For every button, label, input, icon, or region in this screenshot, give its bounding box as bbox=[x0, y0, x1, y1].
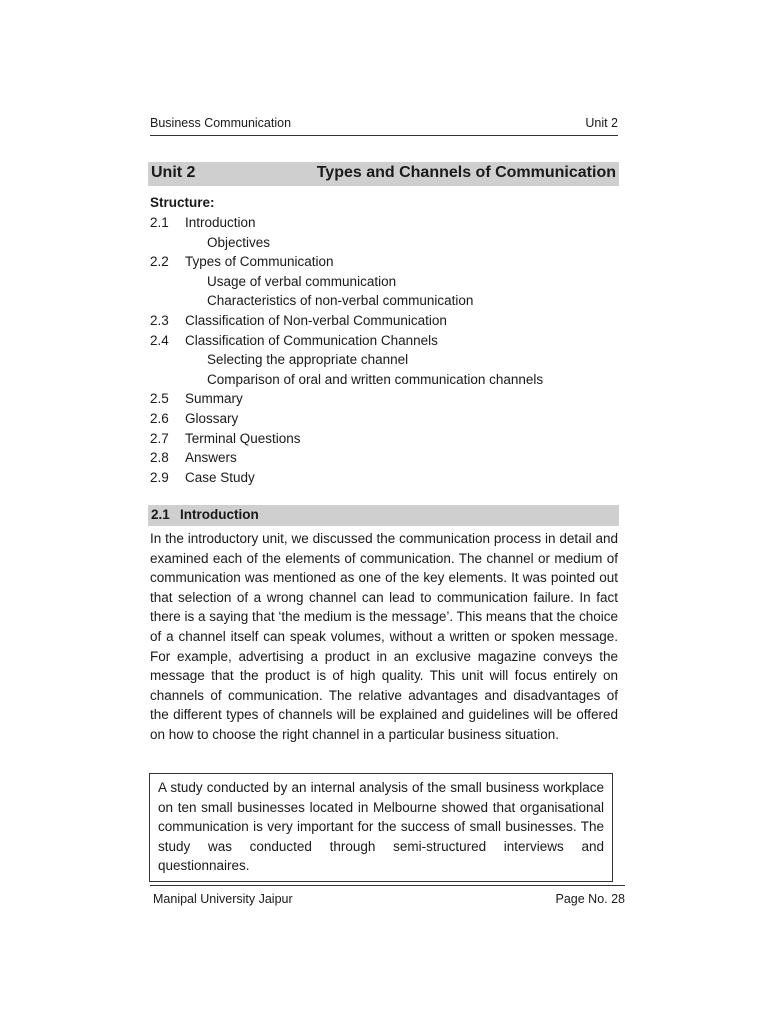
structure-item bbox=[150, 448, 620, 468]
footer-page-number: Page No. 28 bbox=[555, 892, 625, 906]
structure-item bbox=[150, 311, 620, 331]
structure-item-number: 2.4 bbox=[150, 332, 169, 348]
structure-list bbox=[150, 213, 620, 487]
structure-item-number: 2.2 bbox=[150, 254, 169, 270]
running-header bbox=[150, 116, 618, 136]
structure-item-number: 2.8 bbox=[150, 450, 169, 466]
section-title: Introduction bbox=[180, 507, 259, 522]
structure-item bbox=[150, 429, 620, 449]
structure-item-number: 2.7 bbox=[150, 430, 169, 446]
unit-title-bar bbox=[148, 162, 619, 186]
structure-subitem bbox=[150, 291, 620, 311]
structure-item bbox=[150, 409, 620, 429]
structure-item-number: 2.6 bbox=[150, 410, 169, 426]
structure-subitem bbox=[150, 370, 620, 390]
structure-item-label: Answers bbox=[185, 450, 237, 466]
structure-item-label: Case Study bbox=[185, 469, 255, 485]
structure-item bbox=[150, 468, 620, 488]
structure-item-label: Types of Communication bbox=[185, 254, 334, 270]
footer-university: Manipal University Jaipur bbox=[153, 892, 293, 906]
structure-item-number: 2.3 bbox=[150, 312, 169, 328]
structure-item-label: Summary bbox=[185, 391, 243, 407]
section-heading-bar bbox=[148, 505, 619, 526]
structure-item-label: Classification of Communication Channels bbox=[185, 332, 438, 348]
structure-item bbox=[150, 252, 620, 272]
running-footer bbox=[150, 885, 625, 906]
structure-heading: Structure: bbox=[150, 195, 215, 210]
header-unit-label: Unit 2 bbox=[585, 116, 618, 130]
structure-item bbox=[150, 213, 620, 233]
structure-item bbox=[150, 331, 620, 351]
structure-item-number: 2.9 bbox=[150, 469, 169, 485]
structure-item-label: Classification of Non-verbal Communication bbox=[185, 312, 447, 328]
structure-item bbox=[150, 389, 620, 409]
introduction-paragraph: In the introductory unit, we discussed the communication process in detail and examined each of the elements of communication. The channel or medium of communication was mentioned as one of the key elements. It was pointed out that selection of a wrong channel can lead to communication failure. In fact there is a saying that ‘the medium is the message’. This means that the choice of a channel itself can speak volumes, without a written or spoken message. For example, advertising a product in an exclusive magazine conveys the message that the product is of high quality. This unit will focus entirely on channels of communication. The relative advantages and disadvantages of the different types of channels will be explained and guidelines will be offered on how to choose the right channel in a particular business situation. bbox=[150, 531, 618, 742]
structure-item-label: Objectives bbox=[207, 234, 271, 250]
structure-item-label: Selecting the appropriate channel bbox=[207, 352, 409, 368]
case-study-box: A study conducted by an internal analysis of the small business workplace on ten small businesses located in Melbourne showed that organisational communication is very important for the success of small businesses. The study was conducted through semi-structured interviews and questionnaires. bbox=[149, 773, 613, 882]
structure-item-label: Comparison of oral and written communication channels bbox=[207, 371, 544, 387]
structure-item-label: Usage of verbal communication bbox=[207, 273, 397, 289]
structure-item-label: Characteristics of non-verbal communication bbox=[207, 293, 474, 309]
structure-item-label: Introduction bbox=[185, 215, 256, 230]
structure-item-number: 2.5 bbox=[150, 391, 169, 407]
structure-subitem bbox=[150, 233, 620, 253]
structure-item-number: 2.1 bbox=[150, 215, 169, 230]
section-number: 2.1 bbox=[151, 507, 170, 522]
unit-title: Types and Channels of Communication bbox=[316, 164, 616, 181]
header-course-title: Business Communication bbox=[150, 116, 292, 130]
structure-item-label: Glossary bbox=[185, 410, 239, 426]
structure-item-label: Terminal Questions bbox=[185, 430, 301, 446]
structure-subitem bbox=[150, 272, 620, 292]
unit-number: Unit 2 bbox=[151, 164, 196, 181]
structure-subitem bbox=[150, 350, 620, 370]
